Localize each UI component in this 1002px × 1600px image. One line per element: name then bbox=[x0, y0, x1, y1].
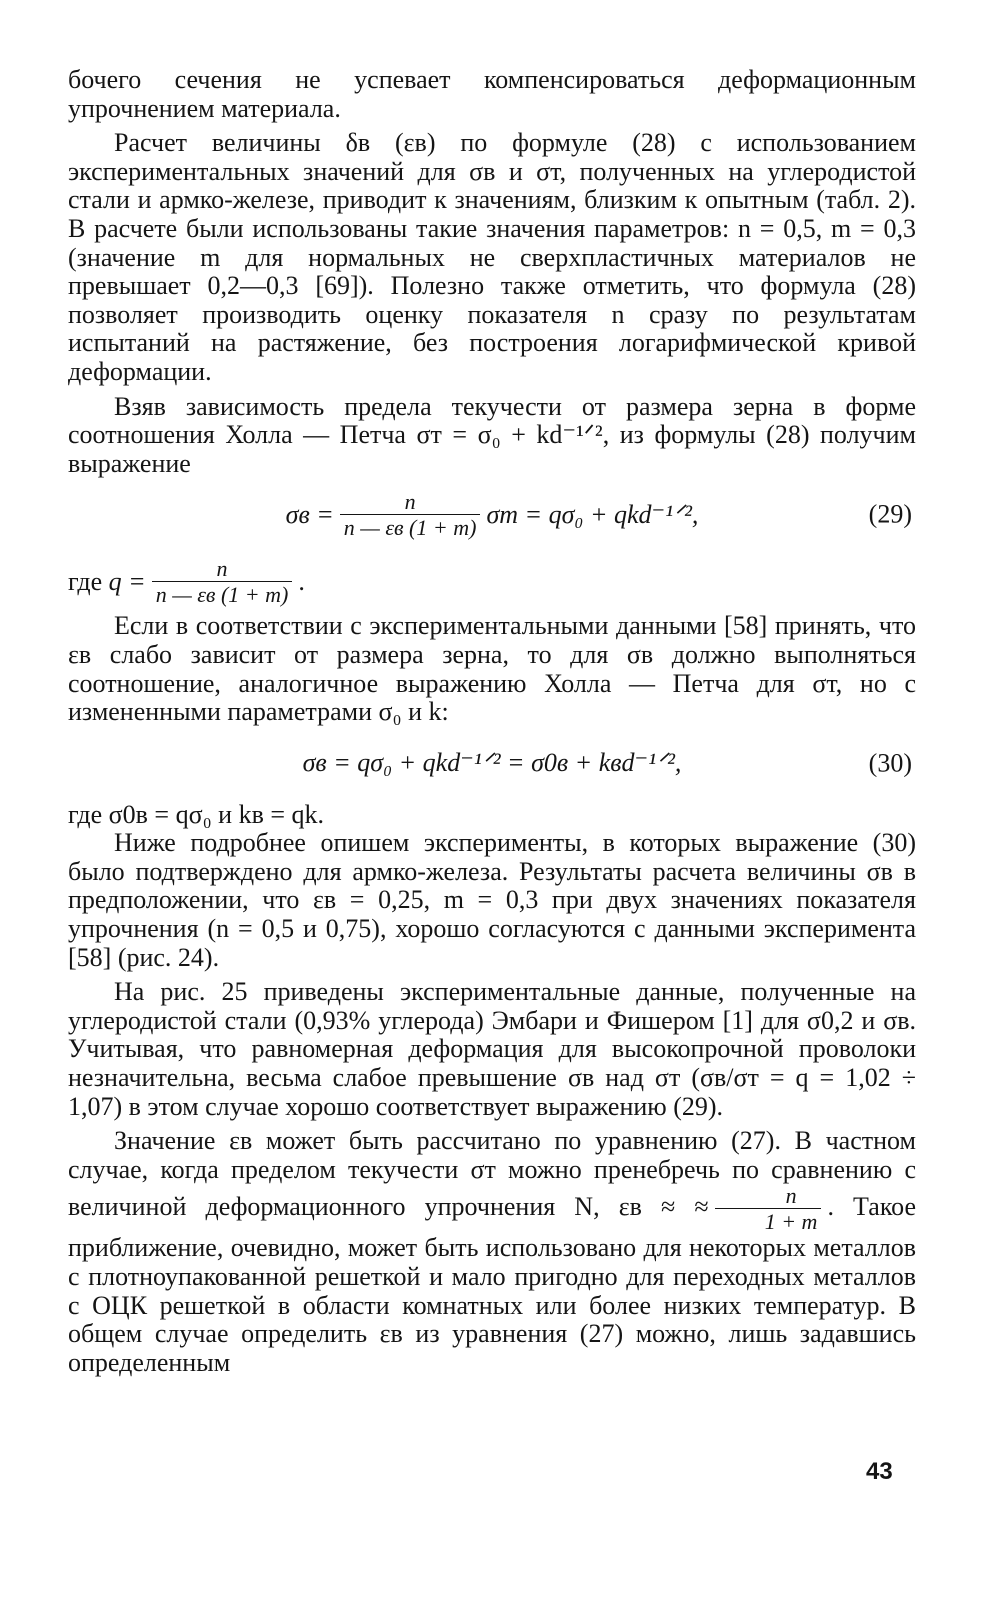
eq29-lhs: σв = bbox=[285, 500, 334, 530]
approx-numerator: n bbox=[785, 1183, 797, 1209]
eq29-fraction bbox=[340, 490, 481, 540]
where-q bbox=[68, 552, 916, 612]
page-body bbox=[68, 66, 916, 1377]
eq29-denominator: n — εв (1 + m) bbox=[340, 514, 481, 540]
paragraph-4: Если в соответствии с экспериментальными данными [58] принять, что εв слабо зависит от размера зерна, то для σв должно выполняться соотношение, аналогичное выражению Холла — Петча для σт, но с измененными параметрами σ₀ и k: bbox=[68, 611, 916, 727]
paragraph-7-start: Значение εв может быть рассчитано по уравнению (27). В частном случае, когда пределом текучести σт можно пренебречь по сравнению с величиной деформационного упрочнения N, εв ≈ bbox=[68, 1126, 916, 1222]
page-number: 43 bbox=[866, 1458, 893, 1485]
equation-30 bbox=[68, 731, 916, 797]
where-q-fraction bbox=[152, 557, 293, 607]
eq29-numerator: n bbox=[404, 489, 416, 515]
where-q-denominator: n — εв (1 + m) bbox=[152, 581, 293, 607]
approx-fraction bbox=[715, 1184, 822, 1234]
eq29-rhs: σт = qσ₀ + qkd⁻¹ᐟ², bbox=[486, 500, 699, 530]
where-q-lhs: q = bbox=[108, 567, 146, 597]
where-q-prefix: где bbox=[68, 567, 103, 597]
equation-29 bbox=[68, 482, 916, 548]
paragraph-2: Расчет величины δв (εв) по формуле (28) с использованием экспериментальных значений для σв и σт, полученных на углеродистой стали и армко-железе, приводит к значениям, близким к опытным (табл. 2). В расчете были использованы такие значения параметров: n = 0,5, m = 0,3 (значение m для нормальных не сверхпластичных материалов не превышает 0,2—0,3 [69]). Полезно также отметить, что формула (28) позволяет производить оценку показателя n сразу по результатам испытаний на растяжение, без построения логарифмической кривой деформации. bbox=[68, 128, 916, 386]
eq30-expression: σв = qσ₀ + qkd⁻¹ᐟ² = σ0в + kвd⁻¹ᐟ², bbox=[302, 748, 682, 778]
paragraph-3: Взяв зависимость предела текучести от размера зерна в форме соотношения Холла — Петча σт = σ₀ + kd⁻¹ᐟ², из формулы (28) получим выражение bbox=[68, 391, 916, 478]
paragraph-7 bbox=[68, 1127, 916, 1377]
paragraph-5: Ниже подробнее опишем эксперименты, в которых выражение (30) было подтверждено для армко-железа. Результаты расчета величины σв в предположении, что εв = 0,25, m = 0,3 при двух значениях показателя упрочнения (n = 0,5 и 0,75), хорошо согласуются с данными эксперимента [58] (рис. 24). bbox=[68, 828, 916, 972]
paragraph-6: На рис. 25 приведены экспериментальные данные, полученные на углеродистой стали (0,93% углерода) Эмбари и Фишером [1] для σ0,2 и σв. Учитывая, что равномерная деформация для высокопрочной проволоки незначительна, весьма слабое превышение σв над σт (σв/σт = q = 1,02 ÷ 1,07) в этом случае хорошо соответствует выражению (29). bbox=[68, 977, 916, 1121]
where-q-numerator: n bbox=[216, 556, 228, 582]
eq30-number: (30) bbox=[868, 748, 912, 778]
paragraph-1: бочего сечения не успевает компенсироваться деформационным упрочнением материала. bbox=[68, 65, 916, 123]
eq29-number: (29) bbox=[868, 500, 912, 530]
where-30: где σ0в = qσ₀ и kв = qk. bbox=[68, 799, 325, 829]
approx-prefix: ≈ bbox=[694, 1192, 709, 1222]
approx-denominator: 1 + m bbox=[715, 1208, 822, 1234]
where-q-suffix: . bbox=[298, 567, 305, 597]
paragraph-7-end: . Такое приближение, очевидно, может быть использовано для некоторых металлов с плотноупакованной решеткой и мало пригодно для переходных металлов с ОЦК решеткой в области комнатных или более низких температур. В общем случае определить εв из уравнения (27) можно, лишь задавшись определенным bbox=[68, 1192, 916, 1377]
